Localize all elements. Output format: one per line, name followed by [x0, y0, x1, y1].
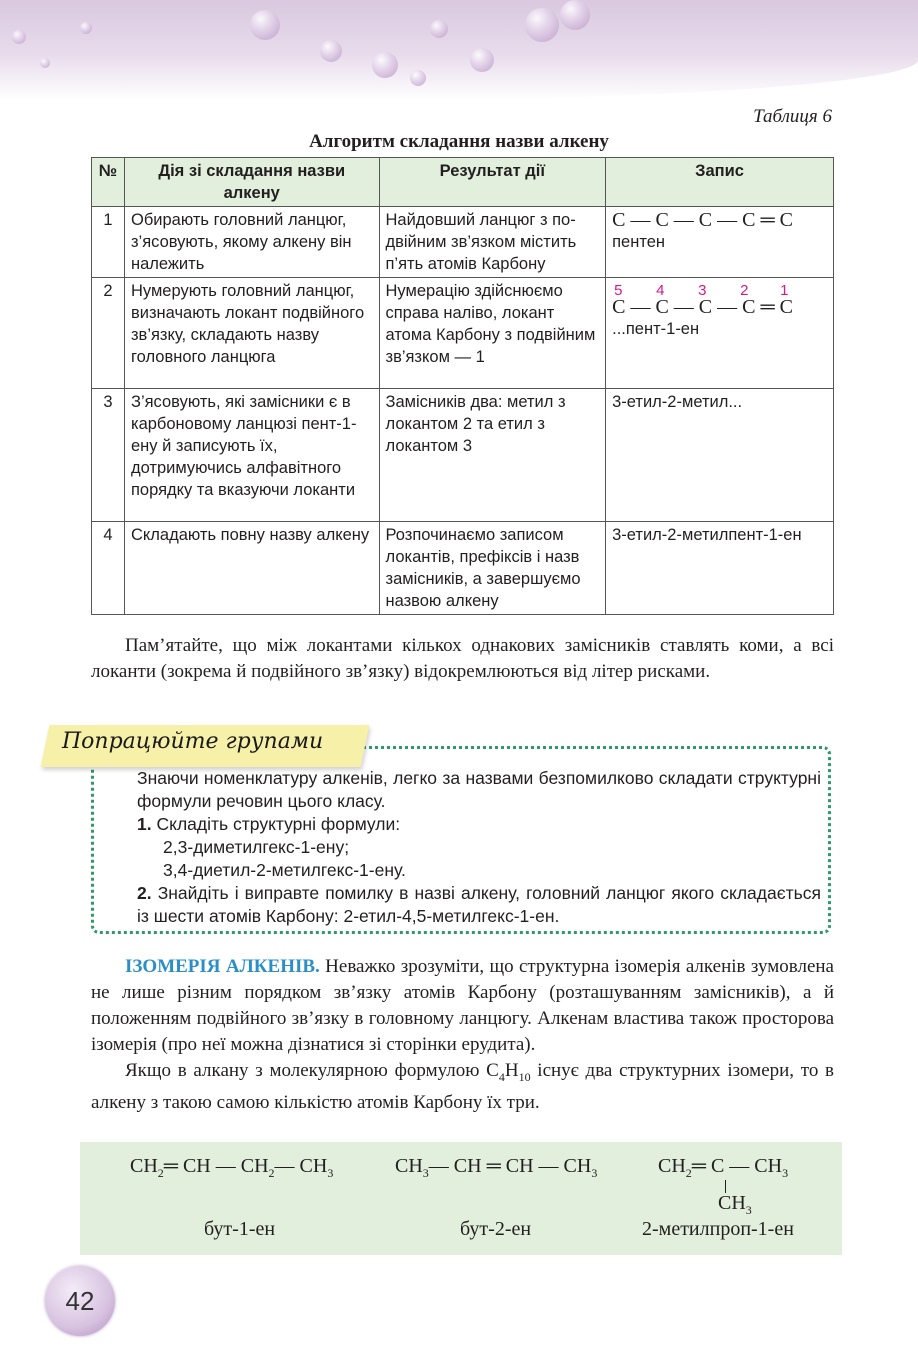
row-result: Розпочинаємо записом локантів, префіксів і назв замісників, а завершуємо назвою алкену [379, 522, 606, 615]
table-row [92, 278, 834, 389]
row-action: Обирають головний ланцюг, з’ясовують, якому алкену він належить [124, 207, 379, 278]
row-number: 1 [92, 207, 125, 278]
note-text: Пам’ятайте, що між локантами кількох однакових замісників ставлять коми, а всі локанти (зокрема й подвійного зв’язку) відокремлюються від літер рисками. [91, 635, 834, 682]
row-action: Нумерують головний ланцюг, визначають локант подвійного зв’язку, складають назву головного ланцюга [124, 278, 379, 389]
row-record: 3-етил-2-метилпент-1-ен [606, 522, 834, 615]
formula-but-1-ene: $CH_2═$ CH — $CH_2—$ $CH_3$ [130, 1155, 334, 1180]
column-header-action: Дія зі складання назви алкену [124, 158, 379, 207]
isomer-name: 2-метилпроп-1-ен [642, 1218, 794, 1240]
column-header-result: Результат дії [379, 158, 606, 207]
algorithm-table [91, 157, 834, 615]
subscript: 10 [518, 1069, 531, 1084]
row-record: 3-етил-2-метил... [606, 389, 834, 522]
isomerism-text: Неважко зрозуміти, що структурна ізомерія алкенів зумовлена не лише різним порядком зв’язку атомів Карбону (розташуванням замісників), а й положенням подвійного зв’язку в головному ланцюгу. Алкенам властива також просторова ізомерія (про неї можна дізнатися зі сторінки ерудита). [91, 956, 834, 1055]
formula-branch-methyl: $CH_3$ [718, 1192, 752, 1217]
task-item: 2,3-диметилгекс-1-ену; [163, 837, 350, 857]
locant-numbers [612, 280, 827, 299]
row-number: 3 [92, 389, 125, 522]
task-item: 3,4-диетил-2-метилгекс-1-ену. [163, 860, 406, 880]
row-number: 2 [92, 278, 125, 389]
column-header-record: Запис [606, 158, 834, 207]
locant-number: 1 [780, 282, 789, 299]
group-task-content [137, 767, 821, 928]
table-header-row [92, 158, 834, 207]
formula-but-2-ene: $CH_3—$ CH ═ CH — $CH_3$ [395, 1155, 598, 1180]
isomerism-section [91, 954, 834, 1116]
isomer-name: бут-1-ен [204, 1218, 276, 1240]
row-record-cell [606, 207, 834, 278]
table-row [92, 389, 834, 522]
header-banner [0, 0, 918, 100]
bubble-decoration [250, 10, 280, 40]
row-record: пентен [612, 233, 665, 251]
table-caption: Таблиця 6 [753, 106, 832, 127]
text-fragment: Якщо в алкану з молекулярною формулою C [125, 1060, 499, 1081]
row-record: ...пент-1-ен [612, 320, 700, 338]
locant-number: 3 [698, 282, 707, 299]
group-task-label: Попрацюйте групами [62, 729, 324, 754]
task-text: Складіть структурні формули: [156, 814, 401, 834]
row-number: 4 [92, 522, 125, 615]
bubble-decoration [430, 20, 448, 38]
task-2 [137, 882, 821, 928]
task-text: Знайдіть і виправте помилку в назві алкену, головний ланцюг якого складається із шести атомів Карбону: 2-етил-4,5-метилгекс-1-ен. [137, 883, 821, 926]
text-fragment: H [504, 1060, 519, 1081]
table-row [92, 522, 834, 615]
bubble-decoration [12, 30, 26, 44]
subscript: 4 [498, 1069, 505, 1084]
bubble-decoration [470, 48, 494, 72]
isomerism-paragraph [91, 954, 834, 1058]
bubble-decoration [80, 22, 92, 34]
bubble-decoration [40, 58, 50, 68]
row-result: Найдовший ланцюг з подвійним зв’язком містить п’ять атомів Карбону [379, 207, 606, 278]
row-action: Складають повну назву алкену [124, 522, 379, 615]
chain-formula: C — C — C — C ═ C [612, 209, 793, 231]
row-result: Нумерацію здійснюємо справа наліво, локант атома Карбону з подвійним зв’язком — 1 [379, 278, 606, 389]
task-1 [137, 813, 821, 836]
bubble-decoration [525, 8, 559, 42]
task-number: 1. [137, 814, 152, 834]
chain-formula: C — C — C — C ═ C [612, 296, 793, 318]
bubble-decoration [372, 52, 398, 78]
isomer-name: бут-2-ен [460, 1218, 532, 1240]
column-header-number: № [92, 158, 125, 207]
text-fragment: існує два структурних ізомери, то в алкену з такою самою кількістю атомів Карбону їх три. [91, 1060, 834, 1113]
locant-number: 4 [656, 282, 665, 299]
row-result: Замісників два: метил з локантом 2 та етил з локантом 3 [379, 389, 606, 522]
isomer-count-paragraph [91, 1058, 834, 1116]
bubble-decoration [560, 0, 590, 30]
bubble-decoration [320, 40, 342, 62]
formula-2-methylpropene: $CH_2═$ C — $CH_3$ [658, 1155, 789, 1180]
isomerism-heading: ІЗОМЕРІЯ АЛКЕНІВ. [125, 956, 320, 977]
locant-number: 5 [614, 282, 623, 299]
note-paragraph [91, 633, 834, 685]
task-number: 2. [137, 883, 152, 903]
table-title: Алгоритм складання назви алкену [309, 131, 609, 152]
locant-number: 2 [740, 282, 749, 299]
row-record-cell [606, 278, 834, 389]
page-number: 42 [65, 1286, 95, 1316]
table-row [92, 207, 834, 278]
group-task-intro: Знаючи номенклатуру алкенів, легко за назвами безпомилково складати структурні формули речовин цього класу. [137, 768, 821, 811]
row-action: З’ясовують, які замісники є в карбоновому ланцюзі пент-1-ену й записують їх, дотримуючись алфавітного порядку та вказуючи локанти [124, 389, 379, 522]
bubble-decoration [410, 70, 426, 86]
